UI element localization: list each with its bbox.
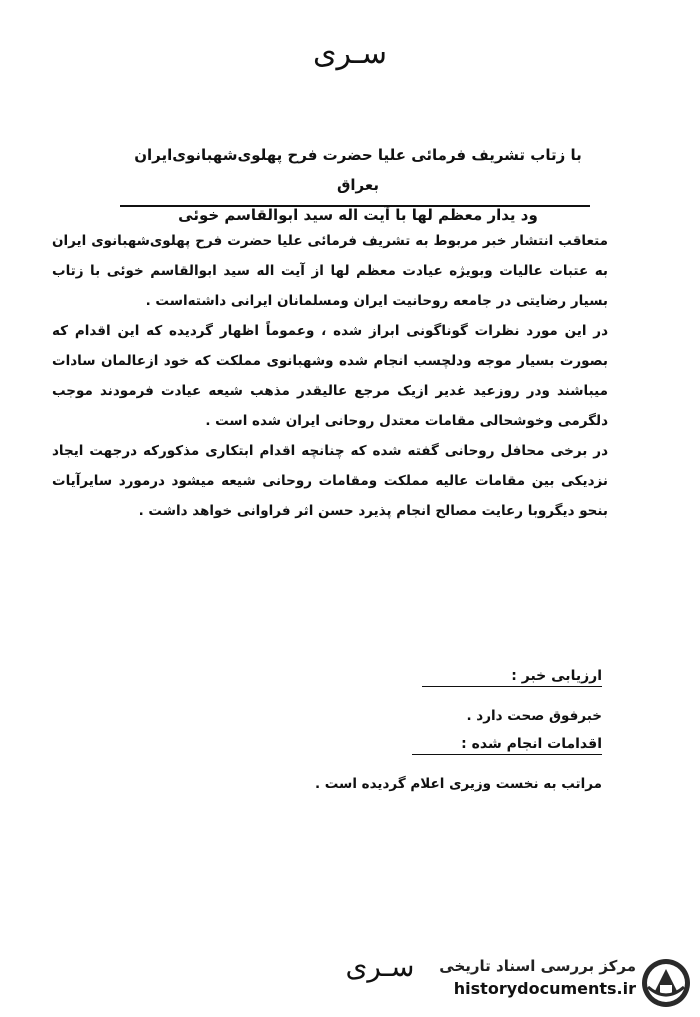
subject-line-1: با زتاب تشریف فرمائی علیا حضرت فرح پهلوی‌شهبانوی‌ایران بعراق bbox=[134, 146, 582, 194]
body-paragraph-1: متعاقب انتشار خبر مربوط به تشریف فرمائی علیا حضرت فرح پهلوی‌شهبانوی ایران به عتبات عالیات وبویژه عیادت معظم لها از آیت اله سید ابوالقاسم خوئی با زتاب بسیار رضایتی در جامعه روحانیت ایران ومسلمانان ایرانی داشته‌است . bbox=[52, 233, 608, 309]
actions-text: مراتب به نخست وزیری اعلام گردیده است . bbox=[314, 776, 602, 792]
watermark-url: historydocuments.ir bbox=[453, 979, 636, 998]
evaluation-underline bbox=[422, 686, 602, 687]
evaluation-label-text: ارزیابی خبر : bbox=[511, 668, 602, 684]
actions-label bbox=[412, 736, 602, 755]
archive-watermark bbox=[428, 955, 694, 1011]
classification-header: سـری bbox=[313, 36, 387, 71]
archive-logo-icon bbox=[640, 957, 692, 1009]
subject-line-2: ود یدار معظم لها با آیت اله سید ابوالقاسم خوئی bbox=[178, 206, 538, 224]
evaluation-text: خبرفوق صحت دارد . bbox=[466, 708, 602, 724]
actions-label-text: اقدامات انجام شده : bbox=[461, 736, 602, 752]
document-subject bbox=[118, 140, 598, 230]
subject-underline bbox=[120, 205, 590, 207]
classification-footer: سـری bbox=[345, 950, 415, 983]
watermark-name: مرکز بررسی اسناد تاریخی bbox=[439, 957, 636, 975]
body-paragraph-2: در این مورد نظرات گوناگونی ابراز شده ، وعموماً اظهار گردیده که این اقدام که بصورت بسیار موجه ودلچسب انجام شده وشهبانوی مملکت که خود ازعالمان سادات میباشند ودر روزعید غدیر ازیک مرجع عالیقدر مذهب شیعه عیادت فرمودند موجب دلگرمی وخوشحالی مقامات معتدل روحانی ایران شده است . bbox=[52, 323, 608, 429]
document-body bbox=[52, 226, 608, 526]
actions-underline bbox=[412, 754, 602, 755]
body-paragraph-3: در برخی محافل روحانی گفته شده که چنانچه اقدام ابتکاری مذکورکه درجهت ایجاد نزدیکی بین مقامات عالیه مملکت ومقامات روحانی شیعه میشود درمورد سایرآیات بنحو دیگروبا رعایت مصالح انجام پذیرد حسن اثر فراوانی خواهد داشت . bbox=[52, 443, 608, 519]
evaluation-label bbox=[422, 668, 602, 687]
